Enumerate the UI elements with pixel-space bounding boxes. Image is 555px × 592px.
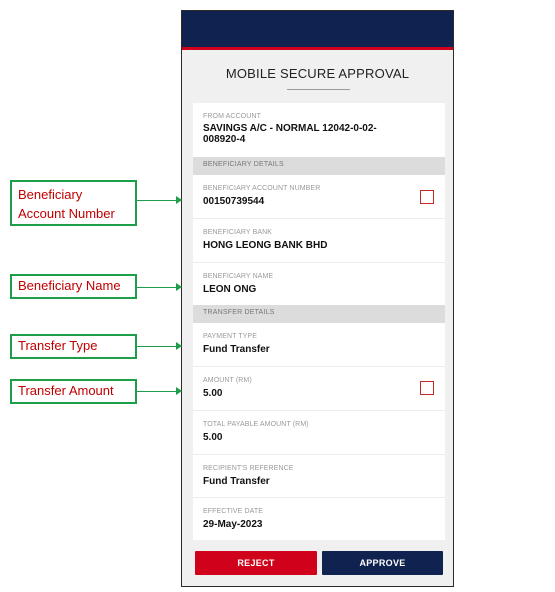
callout-transfer-type (10, 334, 137, 359)
recipient-reference-row (193, 455, 445, 497)
effective-date-row (193, 498, 445, 540)
transfer-section-header (193, 305, 445, 323)
callout-text: Transfer Type (18, 338, 98, 353)
beneficiary-bank-row (193, 219, 445, 262)
transfer-section-title: TRANSFER DETAILS (203, 309, 275, 316)
payment-type-label: PAYMENT TYPE (203, 333, 257, 340)
beneficiary-account-number-checkbox[interactable] (420, 190, 434, 204)
beneficiary-name-label: BENEFICIARY NAME (203, 273, 274, 280)
beneficiary-section-header (193, 157, 445, 175)
callout-arrow-line (137, 391, 176, 392)
callout-beneficiary-name (10, 274, 137, 299)
beneficiary-account-number-label: BENEFICIARY ACCOUNT NUMBER (203, 185, 321, 192)
callout-arrow-line (137, 200, 176, 201)
reject-button[interactable]: REJECT (195, 551, 317, 575)
page-title: MOBILE SECURE APPROVAL (225, 66, 410, 81)
total-payable-row (193, 411, 445, 454)
callout-arrow-head (176, 283, 182, 291)
amount-value: 5.00 (203, 388, 223, 399)
from-account-row (193, 103, 445, 157)
beneficiary-account-number-row (193, 175, 445, 218)
beneficiary-section-title: BENEFICIARY DETAILS (203, 161, 284, 168)
recipient-reference-label: RECIPIENT'S REFERENCE (203, 465, 294, 472)
callout-text: Beneficiary Name (18, 278, 121, 293)
callout-beneficiary-account-number (10, 180, 137, 226)
payment-type-row (193, 323, 445, 366)
beneficiary-bank-label: BENEFICIARY BANK (203, 229, 273, 236)
app-header-bar (182, 11, 453, 47)
amount-checkbox[interactable] (420, 381, 434, 395)
amount-label: AMOUNT (RM) (203, 377, 252, 384)
payment-type-value: Fund Transfer (203, 344, 270, 355)
callout-arrow-line (137, 287, 176, 288)
beneficiary-bank-value: HONG LEONG BANK BHD (203, 240, 328, 251)
beneficiary-name-value: LEON ONG (203, 284, 257, 295)
beneficiary-account-number-value: 00150739544 (203, 196, 265, 207)
callout-text-line1: Beneficiary (18, 187, 83, 202)
title-underline (287, 89, 350, 90)
callout-arrow-head (176, 387, 182, 395)
callout-arrow-line (137, 346, 176, 347)
total-payable-label: TOTAL PAYABLE AMOUNT (RM) (203, 421, 309, 428)
header-accent-stripe (182, 47, 453, 50)
callout-arrow-head (176, 196, 182, 204)
beneficiary-name-row (193, 263, 445, 305)
callout-arrow-head (176, 342, 182, 350)
amount-row (193, 367, 445, 410)
from-account-value-line2: 008920-4 (203, 134, 246, 145)
callout-text: Transfer Amount (18, 383, 114, 398)
phone-screen (181, 10, 454, 587)
total-payable-value: 5.00 (203, 432, 223, 443)
effective-date-value: 29-May-2023 (203, 519, 263, 530)
from-account-label: FROM ACCOUNT (203, 113, 261, 120)
effective-date-label: EFFECTIVE DATE (203, 508, 263, 515)
from-account-value-line1: SAVINGS A/C - NORMAL 12042-0-02- (203, 123, 377, 134)
recipient-reference-value: Fund Transfer (203, 476, 270, 487)
callout-transfer-amount (10, 379, 137, 404)
approve-button[interactable]: APPROVE (322, 551, 443, 575)
callout-text-line2: Account Number (18, 206, 115, 221)
